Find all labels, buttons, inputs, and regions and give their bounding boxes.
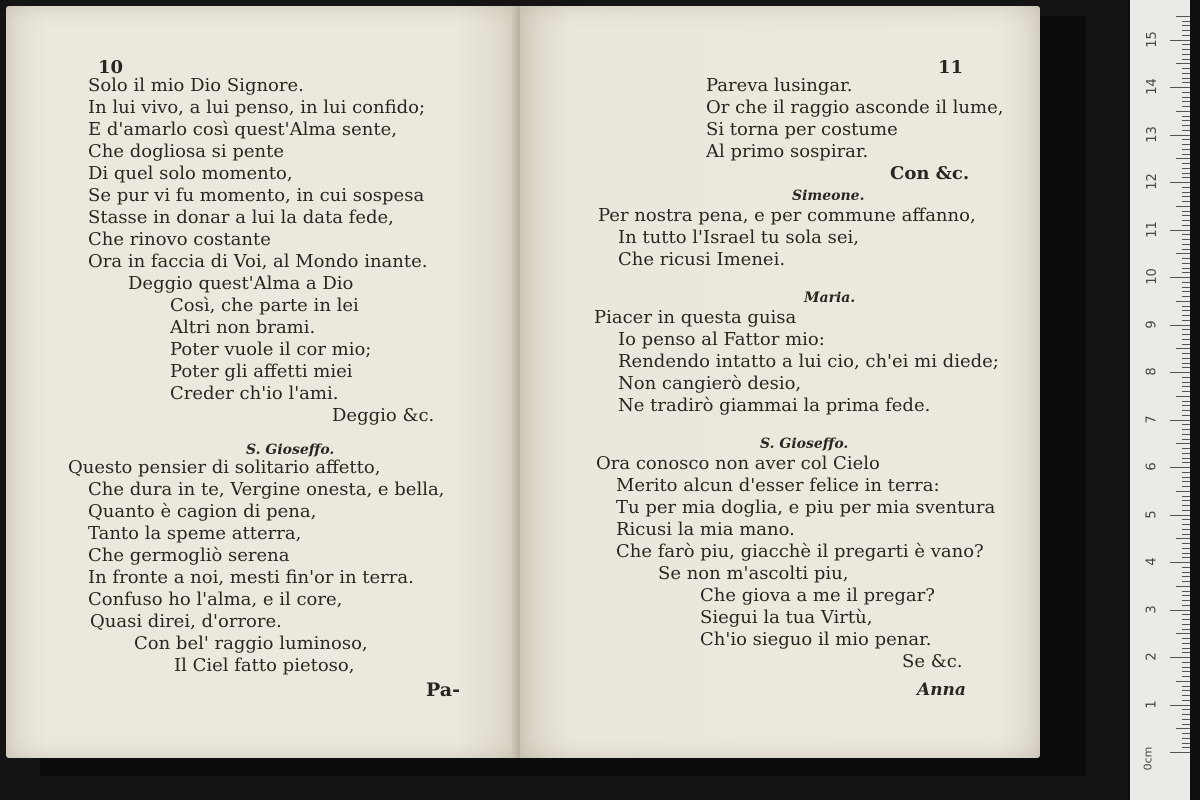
- ruler-tick: [1182, 120, 1190, 121]
- ruler-tick: [1182, 291, 1190, 292]
- ruler-tick: [1176, 586, 1190, 587]
- ruler-tick: [1176, 158, 1190, 159]
- ruler-tick: [1170, 325, 1190, 326]
- ruler-tick: [1170, 657, 1190, 658]
- ruler-tick: [1182, 401, 1190, 402]
- ruler-tick: [1182, 49, 1190, 50]
- ruler-tick: [1182, 258, 1190, 259]
- verse-line: Deggio quest'Alma a Dio: [128, 273, 354, 294]
- ruler-tick: [1182, 448, 1190, 449]
- ruler-tick: [1182, 116, 1190, 117]
- ruler-tick: [1182, 572, 1190, 573]
- ruler-number: 15: [1144, 30, 1160, 48]
- ruler-tick: [1170, 562, 1190, 563]
- ruler-tick: [1182, 614, 1190, 615]
- ruler-tick: [1182, 481, 1190, 482]
- verse-line: In lui vivo, a lui penso, in lui confido;: [88, 97, 426, 118]
- ruler-tick: [1182, 391, 1190, 392]
- ruler-tick: [1182, 486, 1190, 487]
- ruler-tick: [1182, 591, 1190, 592]
- verse-line: Si torna per costume: [706, 119, 898, 140]
- ruler-tick: [1182, 505, 1190, 506]
- ruler-tick: [1182, 149, 1190, 150]
- ruler-tick: [1182, 453, 1190, 454]
- ruler-tick: [1182, 382, 1190, 383]
- ruler-tick: [1182, 353, 1190, 354]
- ruler-number: 13: [1144, 125, 1160, 143]
- ruler-tick: [1182, 310, 1190, 311]
- ruler-tick: [1170, 610, 1190, 611]
- speaker-name: Maria.: [804, 290, 856, 306]
- ruler-tick: [1182, 709, 1190, 710]
- verse-line: Non cangierò desio,: [618, 373, 802, 394]
- ruler-tick: [1182, 320, 1190, 321]
- ruler-tick: [1182, 581, 1190, 582]
- ruler-number: 3: [1144, 604, 1160, 614]
- ruler-strip: [1130, 0, 1190, 800]
- ruler-tick: [1182, 97, 1190, 98]
- ruler-tick: [1182, 363, 1190, 364]
- ruler-tick: [1182, 82, 1190, 83]
- ruler-tick: [1182, 510, 1190, 511]
- ruler-tick: [1182, 458, 1190, 459]
- ruler-tick: [1170, 420, 1190, 421]
- ruler-tick: [1182, 724, 1190, 725]
- ruler-tick: [1182, 225, 1190, 226]
- ruler-tick: [1182, 534, 1190, 535]
- ruler-tick: [1182, 686, 1190, 687]
- verse-line: In fronte a noi, mesti fin'or in terra.: [88, 567, 414, 588]
- verse-line: Ne tradirò giammai la prima fede.: [618, 395, 931, 416]
- ruler-tick: [1182, 144, 1190, 145]
- ruler-tick: [1182, 154, 1190, 155]
- ruler-tick: [1170, 40, 1190, 41]
- ruler-tick: [1182, 92, 1190, 93]
- ruler-tick: [1182, 595, 1190, 596]
- ruler-tick: [1182, 676, 1190, 677]
- ruler-tick: [1182, 192, 1190, 193]
- ruler-tick: [1182, 747, 1190, 748]
- ruler-tick: [1182, 472, 1190, 473]
- ruler-tick: [1182, 386, 1190, 387]
- verse-line: Che ricusi Imenei.: [618, 249, 786, 270]
- ruler-number: 8: [1144, 367, 1160, 376]
- ruler-number: 9: [1144, 319, 1160, 329]
- verse-line: Confuso ho l'alma, e il core,: [88, 589, 343, 610]
- ruler-tick: [1182, 334, 1190, 335]
- ruler-tick: [1182, 695, 1190, 696]
- ruler-unit-label: 0cm: [1141, 746, 1155, 771]
- ruler-tick: [1176, 111, 1190, 112]
- verse-line: Se non m'ascolti piu,: [658, 563, 849, 584]
- verse-line: Il Ciel fatto pietoso,: [174, 655, 355, 676]
- verse-line: E d'amarlo così quest'Alma sente,: [88, 119, 397, 140]
- right-page: [520, 6, 1040, 758]
- ruler-tick: [1182, 59, 1190, 60]
- ruler-tick: [1182, 25, 1190, 26]
- ruler-tick: [1182, 268, 1190, 269]
- ruler-tick: [1176, 348, 1190, 349]
- ruler-tick: [1182, 424, 1190, 425]
- ruler-tick: [1182, 643, 1190, 644]
- ruler-tick: [1182, 667, 1190, 668]
- ruler-tick: [1170, 277, 1190, 278]
- ruler-tick: [1182, 743, 1190, 744]
- ruler-tick: [1182, 429, 1190, 430]
- ruler-tick: [1176, 16, 1190, 17]
- verse-line: Che giova a me il pregar?: [700, 585, 935, 606]
- ruler-tick: [1182, 576, 1190, 577]
- ruler-tick: [1182, 139, 1190, 140]
- ruler-tick: [1182, 529, 1190, 530]
- ruler-tick: [1182, 405, 1190, 406]
- ruler-tick: [1176, 63, 1190, 64]
- ruler-tick: [1182, 239, 1190, 240]
- ruler-tick: [1182, 543, 1190, 544]
- ruler-tick: [1170, 467, 1190, 468]
- ruler-number: 6: [1144, 462, 1160, 471]
- ruler-tick: [1182, 244, 1190, 245]
- ruler-tick: [1182, 415, 1190, 416]
- ruler-number: 12: [1144, 173, 1160, 190]
- ruler-tick: [1176, 253, 1190, 254]
- ruler-tick: [1170, 515, 1190, 516]
- verse-line: Al primo sospirar.: [706, 141, 869, 162]
- verse-line: Per nostra pena, e per commune affanno,: [598, 205, 976, 226]
- ruler-tick: [1182, 548, 1190, 549]
- page-number: 11: [938, 57, 964, 78]
- ruler-tick: [1182, 306, 1190, 307]
- ruler-tick: [1182, 234, 1190, 235]
- ruler-tick: [1182, 410, 1190, 411]
- ruler-tick: [1182, 367, 1190, 368]
- verse-line: Io penso al Fattor mio:: [618, 329, 825, 350]
- ruler-tick: [1182, 201, 1190, 202]
- ruler-tick: [1182, 462, 1190, 463]
- ruler-tick: [1182, 719, 1190, 720]
- ruler-tick: [1176, 538, 1190, 539]
- verse-line: Di quel solo momento,: [88, 163, 293, 184]
- ruler-tick: [1182, 249, 1190, 250]
- ruler-tick: [1182, 714, 1190, 715]
- ruler-tick: [1176, 728, 1190, 729]
- verse-line: Poter vuole il cor mio;: [170, 339, 372, 360]
- ruler-tick: [1170, 705, 1190, 706]
- ruler-tick: [1182, 163, 1190, 164]
- ruler-tick: [1182, 339, 1190, 340]
- ruler-tick: [1182, 282, 1190, 283]
- ruler-tick: [1182, 638, 1190, 639]
- verse-line: Quanto è cagion di pena,: [88, 501, 317, 522]
- ruler-number: 4: [1144, 557, 1160, 566]
- ruler-tick: [1182, 434, 1190, 435]
- ruler-tick: [1176, 491, 1190, 492]
- ruler-tick: [1182, 30, 1190, 31]
- verse-line: Questo pensier di solitario affetto,: [68, 457, 381, 478]
- ruler-number: 1: [1144, 699, 1160, 709]
- ruler-tick: [1182, 557, 1190, 558]
- ruler-tick: [1182, 263, 1190, 264]
- ruler-tick: [1182, 624, 1190, 625]
- verse-line: Così, che parte in lei: [170, 295, 359, 316]
- catchword: Pa-: [426, 679, 460, 701]
- ruler-tick: [1182, 500, 1190, 501]
- ruler-tick: [1182, 619, 1190, 620]
- ruler-tick: [1182, 177, 1190, 178]
- ruler-tick: [1182, 196, 1190, 197]
- verse-line: Che farò piu, giacchè il pregarti è vano?: [616, 541, 984, 562]
- ruler-tick: [1182, 78, 1190, 79]
- ruler-tick: [1182, 35, 1190, 36]
- ruler-tick: [1176, 301, 1190, 302]
- verse-line: Siegui la tua Virtù,: [700, 607, 873, 628]
- speaker-name: S. Gioseffo.: [760, 436, 849, 452]
- verse-line: Se &c.: [902, 651, 963, 672]
- ruler-tick: [1182, 733, 1190, 734]
- verse-line: Con bel' raggio luminoso,: [134, 633, 368, 654]
- ruler-number: 2: [1144, 652, 1160, 661]
- ruler-tick: [1170, 230, 1190, 231]
- ruler-tick: [1182, 662, 1190, 663]
- ruler-tick: [1182, 187, 1190, 188]
- catchword: Anna: [917, 680, 966, 700]
- ruler-tick: [1182, 68, 1190, 69]
- ruler-tick: [1176, 206, 1190, 207]
- ruler-tick: [1182, 605, 1190, 606]
- verse-line: Piacer in questa guisa: [594, 307, 797, 328]
- ruler-tick: [1182, 496, 1190, 497]
- verse-line: Ch'io sieguo il mio penar.: [700, 629, 932, 650]
- verse-line: Ricusi la mia mano.: [616, 519, 795, 540]
- verse-line: Che dogliosa si pente: [88, 141, 285, 162]
- ruler-tick: [1182, 73, 1190, 74]
- page-number: 10: [98, 57, 124, 78]
- verse-line: Or che il raggio asconde il lume,: [706, 97, 1004, 118]
- ruler-tick: [1170, 87, 1190, 88]
- verse-line: Quasi direi, d'orrore.: [90, 611, 282, 632]
- ruler-tick: [1182, 377, 1190, 378]
- ruler-number: 7: [1144, 414, 1160, 424]
- ruler-tick: [1182, 272, 1190, 273]
- ruler-number: 14: [1144, 78, 1160, 95]
- ruler-tick: [1182, 738, 1190, 739]
- ruler-tick: [1182, 329, 1190, 330]
- ruler-tick: [1182, 287, 1190, 288]
- verse-line: Pareva lusingar.: [706, 75, 853, 96]
- verse-line: Deggio &c.: [332, 405, 435, 426]
- ruler-tick: [1182, 519, 1190, 520]
- verse-line: Rendendo intatto a lui cio, ch'ei mi diede;: [618, 351, 999, 372]
- ruler-tick: [1182, 215, 1190, 216]
- ruler-tick: [1182, 700, 1190, 701]
- verse-line: Ora in faccia di Voi, al Mondo inante.: [88, 251, 428, 272]
- ruler-tick: [1182, 296, 1190, 297]
- ruler-tick: [1182, 439, 1190, 440]
- ruler-tick: [1182, 44, 1190, 45]
- ruler-tick: [1182, 553, 1190, 554]
- verse-line: Tu per mia doglia, e piu per mia sventura: [616, 497, 996, 518]
- verse-line: Tanto la speme atterra,: [88, 523, 302, 544]
- ruler-tick: [1182, 21, 1190, 22]
- verse-line: Che dura in te, Vergine onesta, e bella,: [88, 479, 445, 500]
- verse-line: Stasse in donar a lui la data fede,: [88, 207, 394, 228]
- ruler-tick: [1170, 135, 1190, 136]
- verse-line: Merito alcun d'esser felice in terra:: [616, 475, 940, 496]
- verse-line: Solo il mio Dio Signore.: [88, 75, 304, 96]
- ruler-tick: [1182, 629, 1190, 630]
- verse-line: Creder ch'io l'ami.: [170, 383, 339, 404]
- ruler-number: 5: [1144, 509, 1160, 519]
- ruler-tick: [1182, 125, 1190, 126]
- speaker-name: Simeone.: [792, 188, 865, 204]
- ruler-tick: [1182, 168, 1190, 169]
- verse-line: Che germogliò serena: [88, 545, 290, 566]
- ruler-tick: [1170, 752, 1190, 753]
- ruler-tick: [1182, 690, 1190, 691]
- ruler-tick: [1182, 524, 1190, 525]
- ruler-tick: [1182, 652, 1190, 653]
- ruler-tick: [1170, 372, 1190, 373]
- ruler-tick: [1182, 567, 1190, 568]
- ruler-number: 11: [1144, 220, 1160, 238]
- ruler-tick: [1182, 101, 1190, 102]
- verse-line: Altri non brami.: [170, 317, 316, 338]
- ruler-number: 10: [1144, 268, 1160, 285]
- ruler-tick: [1182, 671, 1190, 672]
- ruler-tick: [1176, 396, 1190, 397]
- ruler-tick: [1182, 211, 1190, 212]
- ruler-tick: [1176, 443, 1190, 444]
- ruler-tick: [1176, 633, 1190, 634]
- ruler-tick: [1182, 173, 1190, 174]
- left-page: [6, 6, 518, 758]
- ruler-tick: [1182, 358, 1190, 359]
- verse-line: Ora conosco non aver col Cielo: [596, 453, 880, 474]
- ruler-tick: [1170, 182, 1190, 183]
- ruler-tick: [1182, 54, 1190, 55]
- ruler-tick: [1176, 681, 1190, 682]
- verse-line: Con &c.: [890, 163, 970, 184]
- verse-line: Poter gli affetti miei: [170, 361, 353, 382]
- ruler-tick: [1182, 344, 1190, 345]
- ruler-tick: [1182, 648, 1190, 649]
- verse-line: Se pur vi fu momento, in cui sospesa: [88, 185, 425, 206]
- ruler-tick: [1182, 130, 1190, 131]
- verse-line: Che rinovo costante: [88, 229, 271, 250]
- ruler-tick: [1182, 220, 1190, 221]
- ruler-tick: [1182, 106, 1190, 107]
- speaker-name: S. Gioseffo.: [246, 442, 335, 458]
- ruler-tick: [1182, 600, 1190, 601]
- verse-line: In tutto l'Israel tu sola sei,: [618, 227, 859, 248]
- ruler-tick: [1182, 477, 1190, 478]
- ruler-tick: [1182, 315, 1190, 316]
